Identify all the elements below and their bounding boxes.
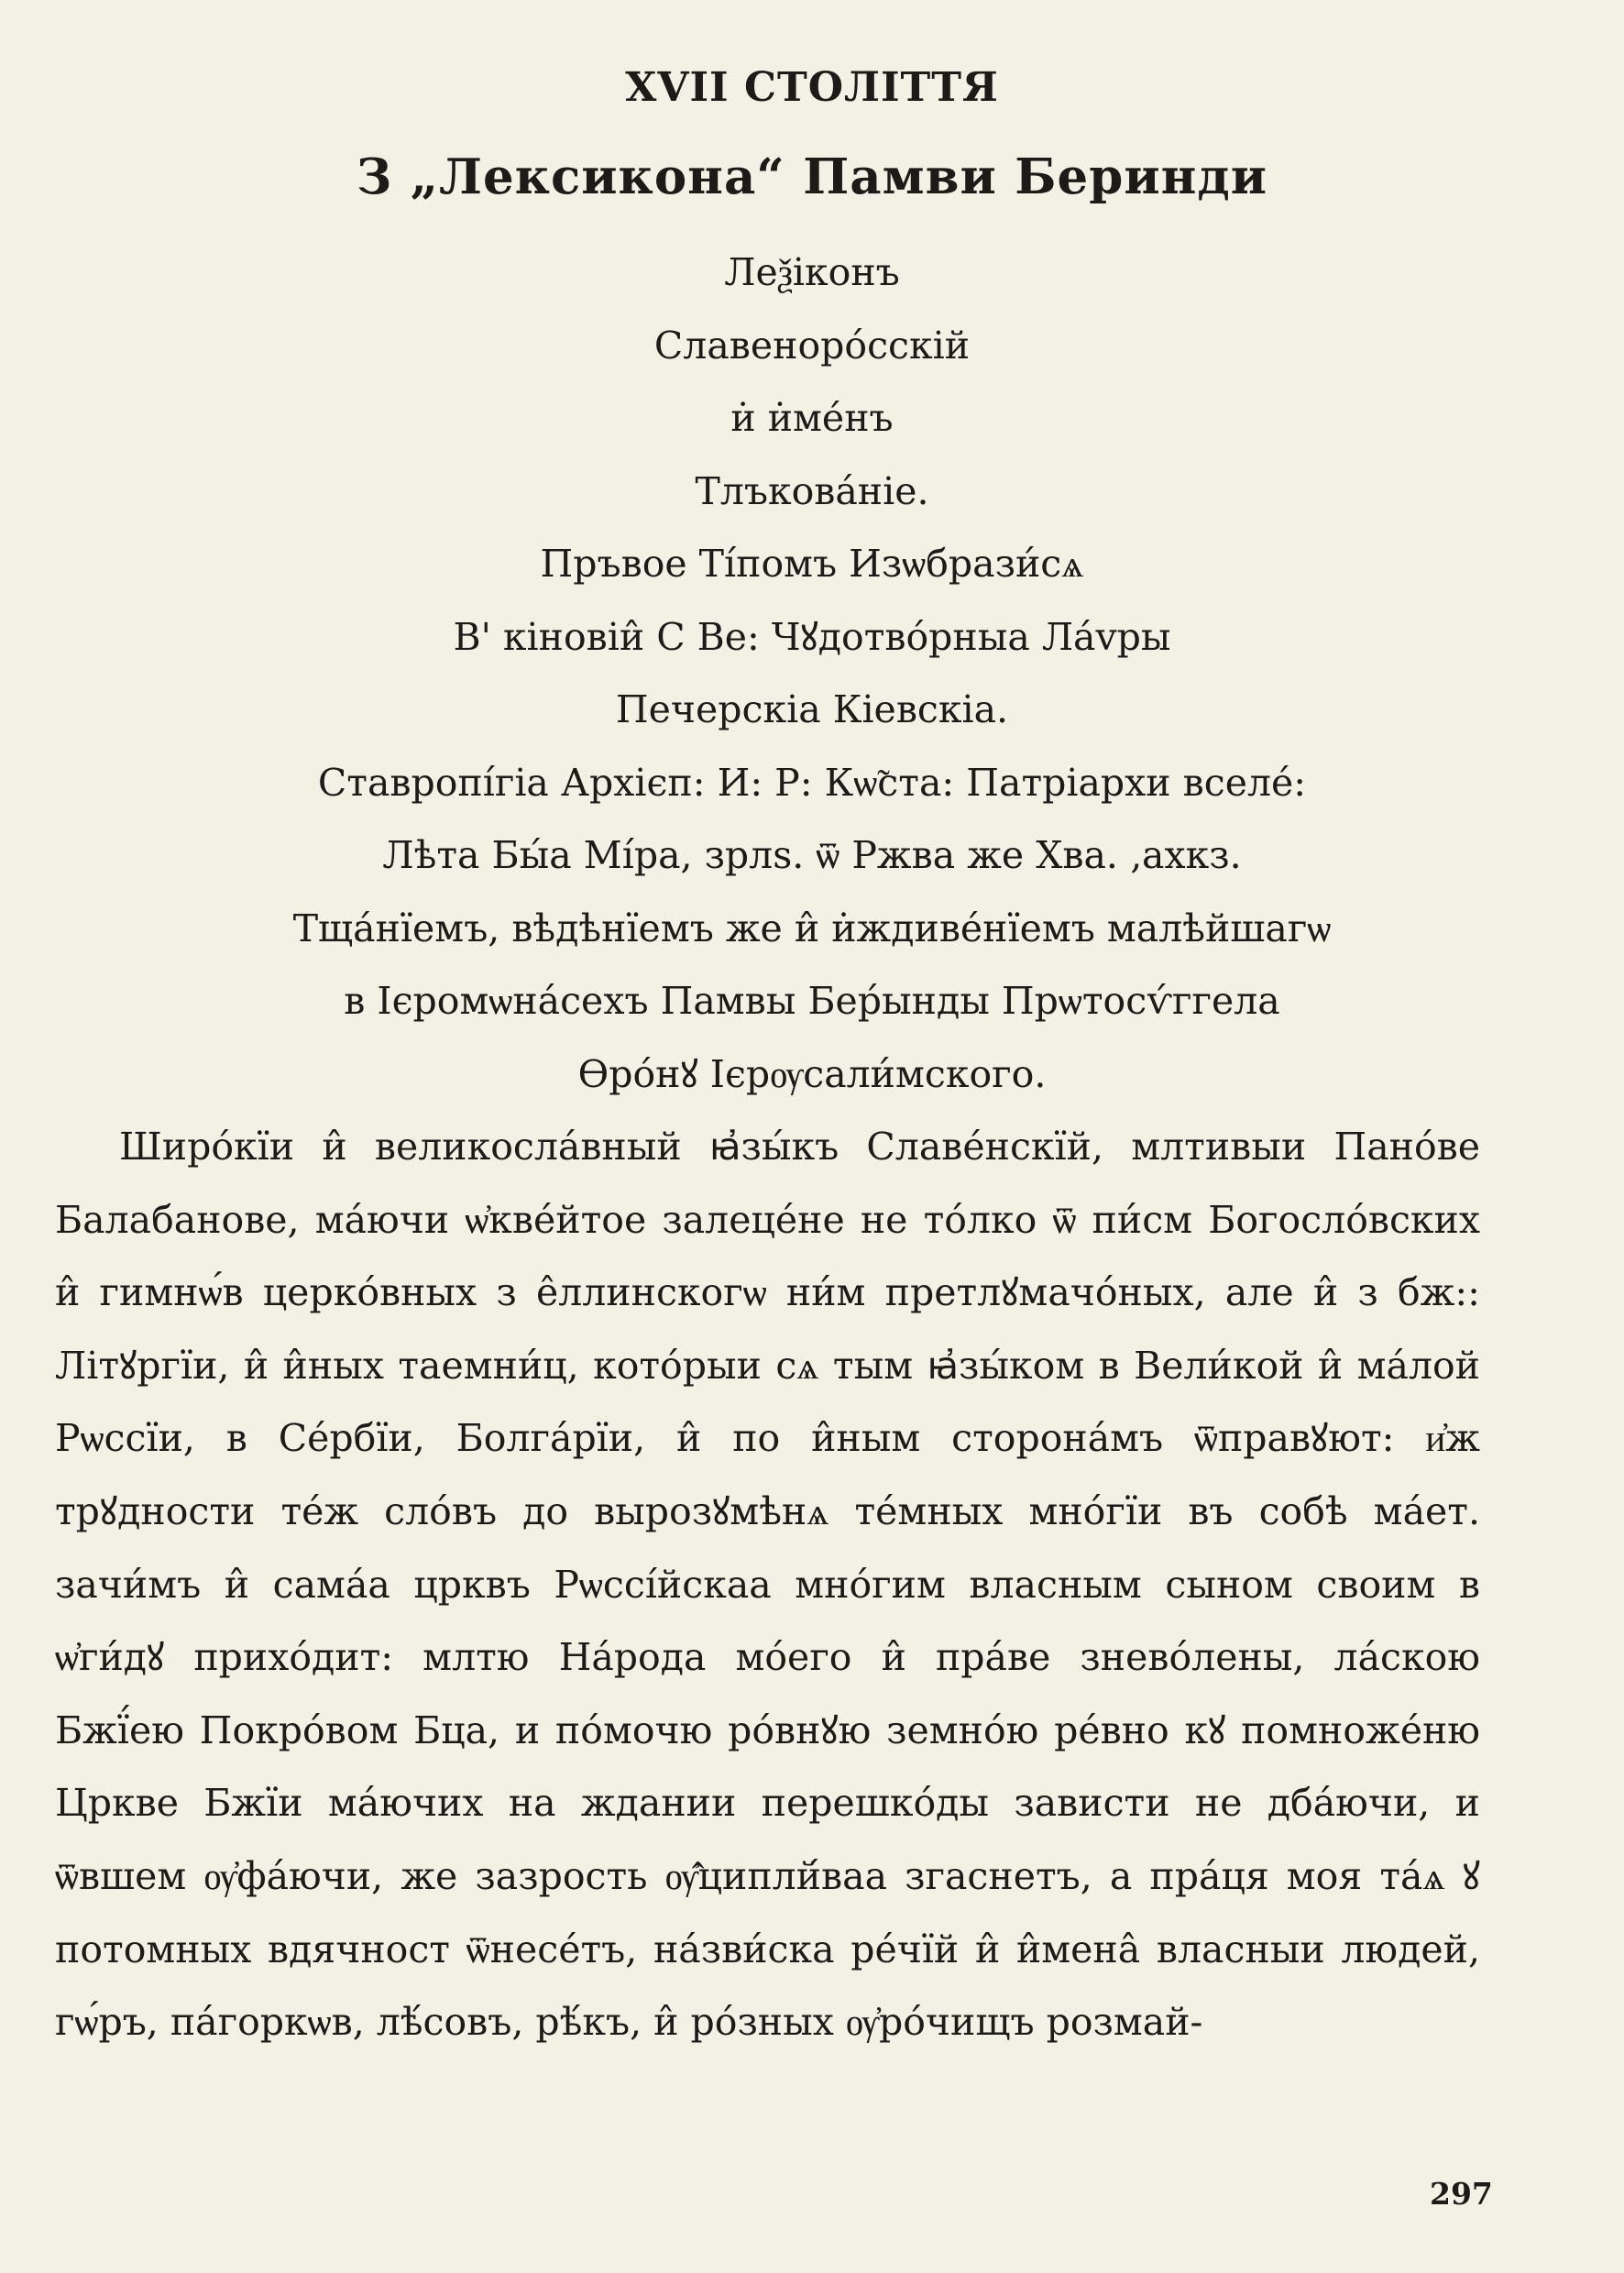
title-line: Ставропі́гіа Архієп: И: Р: Кѡ̃ста: Патріархи вселе́:	[317, 760, 1307, 805]
main-title: З „Лексикона“ Памви Беринди	[356, 148, 1268, 205]
title-line: Тща́нїемъ, вѣдѣнїемъ же и̂ и̇ждиве́нїемъ малѣйшагѡ	[292, 906, 1332, 950]
title-line: и̇ и̇ме́нъ	[730, 396, 894, 440]
title-line: Печерскіа Кіевскіа.	[615, 687, 1009, 731]
page-number: 297	[1430, 2176, 1493, 2212]
title-line: Лѣта Бы́а Мі́ра, зрлѕ. ѿ Ржва же Хва. ‚ахкз.	[382, 833, 1242, 877]
title-line: В' кіновіи̂ С Ве: Чꙋдотво́рныа Ла́vры	[453, 614, 1171, 659]
section-title: XVII СТОЛІТТЯ	[625, 64, 999, 111]
title-line: в Ієромѡна́сехъ Памвы Бер́ынды Прѡтосѵ́ггела	[344, 979, 1280, 1023]
title-line: Славеноро́сскій	[653, 323, 971, 368]
title-line: Тлъкова́ніе.	[695, 468, 929, 513]
title-line: Леѯіконъ	[724, 250, 900, 294]
title-line: Ѳро́нꙋ Ієрѹсали́мского.	[577, 1051, 1047, 1096]
body-paragraph: Широ́кїи и̂ великосла́вный ꙗ҆зы́къ Славе́нскїй, млтивыи Пано́ве Балабанове, ма́ючи ѡ҆кве́йтое залеце́не не то́лко ѿ пи́см Богосло́вских и̂ гимнѡ́в церко́вных з е̂ллинскогѡ ни́м претлꙋмачо́ных, але и̂ з бж:: Літꙋргїи, и̂ и̂ных таемни́ц, кото́рыи сѧ тым ꙗ҆зы́ком в Вели́кой и̂ ма́лой Рѡссїи, в Се́рбїи, Болга́рїи, и̂ по и̂ным сторона́мъ ѿправꙋют: и҆ж трꙋдности те́ж сло́въ до вырозꙋмѣнѧ те́мных мно́гїи въ собѣ ма́ет. зачи́мъ и̂ сама́а црквъ Рѡссі́йскаа мно́гим власным сыном своим в ѡ҆ги́дꙋ прихо́дит: млтю На́рода мо́его и̂ пра́ве знево́лены, ла́скою Бжї́ею Покро́вом Бца, и по́мочю ро́внꙋю земно́ю ре́вно кꙋ помноже́ню Црквe Бжїи ма́ючих на ждании перешко́ды зависти не дба́ючи, и ѿвшем ѹ҆фа́ючи, же зазрость ѹ҆̂циплй́ваа згаснетъ, а пра́ця моя та́ѧ ꙋ потомных вдячност ѿнесе́тъ, на́зви́ска ре́чїй и̂ и̂мена̂ власныи людей, гѡ́ръ, па́горкѡв, лѣ́совъ, рѣ́къ, и̂ ро́зных ѹ҆ро́чищъ розмай-	[55, 1125, 1480, 2045]
title-line: Пръвое Ті́помъ Изѡбрази́сѧ	[540, 542, 1084, 586]
title-page-transcription	[0, 236, 1624, 1111]
